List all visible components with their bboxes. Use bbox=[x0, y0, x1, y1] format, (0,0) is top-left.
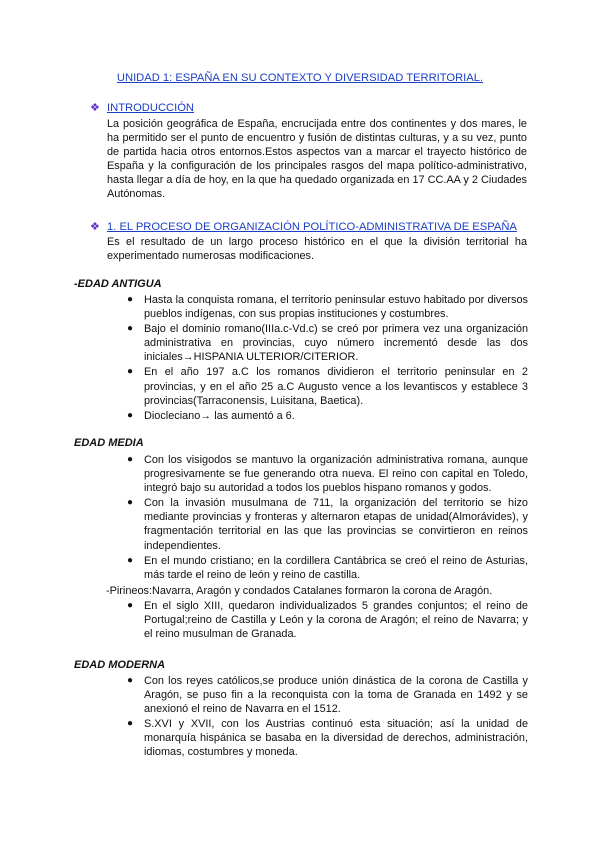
list-item: ● S.XVI y XVII, con los Austrias continuó esta situación; así la unidad de monarquía hispánica se basaba en la diversidad de derechos, administración, idiomas, costumbres y moneda. bbox=[127, 718, 528, 759]
section1-heading bbox=[90, 220, 517, 233]
edad-moderna-list bbox=[125, 674, 528, 761]
intro-heading-text: INTRODUCCIÓN bbox=[107, 102, 195, 114]
bullet-icon: ● bbox=[127, 675, 134, 686]
bullet-icon: ● bbox=[127, 497, 134, 509]
list-item: ● En el año 197 a.C los romanos dividieron el territorio peninsular en 2 provincias, y en el año 25 a.C Augusto vence a los levantiscos y establece 3 provincias(Tarraconensis, Luisitana, Baetica). bbox=[127, 366, 528, 407]
list-item: ● Bajo el dominio romano(IIIa.c-Vd.c) se creó por primera vez una organización administrativa en provincias, cuyo número incrementó desde las dos iniciales→HISPANIA ULTERIOR/CITERIOR. bbox=[127, 323, 528, 364]
bullet-icon: ● bbox=[127, 718, 134, 730]
list-item: ● Con los visigodos se mantuvo la organización administrativa romana, aunque progresivamente se fue generando otra nueva. El reino con capital en Toledo, integró bajo su autoridad a todos los pueblos hispano romanos y godos. bbox=[127, 454, 528, 495]
list-item: ● Hasta la conquista romana, el territorio peninsular estuvo habitado por diversos pueblos indígenas, con sus propias instituciones y costumbres. bbox=[127, 294, 528, 321]
edad-media-heading: EDAD MEDIA bbox=[74, 437, 144, 449]
section1-heading-text: 1. EL PROCESO DE ORGANIZACIÓN POLÍTICO-ADMINISTRATIVA DE ESPAÑA bbox=[107, 221, 517, 233]
intro-heading bbox=[90, 101, 194, 114]
edad-antigua-list bbox=[125, 293, 528, 424]
list-item: ● En el mundo cristiano; en la cordillera Cantábrica se creó el reino de Asturias, más tarde el reino de león y reino de castilla. bbox=[127, 554, 528, 581]
edad-antigua-heading: -EDAD ANTIGUA bbox=[74, 278, 162, 290]
bullet-icon: ● bbox=[127, 554, 134, 566]
list-item: ● Con la invasión musulmana de 711, la organización del territorio se hizo mediante provincias y fronteras y alternaron etapas de unidad(Almorávides), y fragmentación territorial en las que las provincias se convirtieron en reinos independientes. bbox=[127, 497, 528, 552]
intro-paragraph: La posición geográfica de España, encrucijada entre dos continentes y dos mares, le ha permitido ser el punto de encuentro y fusión de distintas culturas, y a su vez, punto de partida hacia otros entornos.Estos aspectos van a marcar el trayecto histórico de España y la configuración de los principales rasgos del mapa político-administrativo, hasta llegar a día de hoy, en la que ha quedado organizada en 17 CC.AA y 2 Ciudades Autónomas. bbox=[107, 118, 527, 201]
section1-paragraph: Es el resultado de un largo proceso histórico en el que la división territorial ha experimentado numerosas modificaciones. bbox=[107, 236, 527, 263]
list-item: ● Con los reyes católicos,se produce unión dinástica de la corona de Castilla y Aragón, se puso fin a la reconquista con la toma de Granada en 1492 y se anexionó el reino de Navarra en el 1512. bbox=[127, 675, 528, 716]
bullet-icon: ● bbox=[127, 454, 134, 465]
list-item: ● En el siglo XIII, quedaron individualizados 5 grandes conjuntos; el reino de Portugal;reino de Castilla y León y la corona de Aragón; el reino de Navarra; y el reino musulman de Granada. bbox=[127, 600, 528, 641]
edad-media-list-2 bbox=[125, 599, 528, 642]
edad-moderna-heading: EDAD MODERNA bbox=[74, 659, 166, 671]
list-item: ● Diocleciano→ las aumentó a 6. bbox=[127, 409, 295, 422]
bullet-icon: ● bbox=[127, 366, 134, 378]
bullet-icon: ● bbox=[127, 409, 134, 421]
pirineos-note: -Pirineos:Navarra, Aragón y condados Catalanes formaron la corona de Aragón. bbox=[106, 585, 493, 597]
edad-media-list bbox=[125, 453, 528, 583]
diamond-bullet-icon: ❖ bbox=[90, 102, 100, 114]
diamond-bullet-icon: ❖ bbox=[90, 221, 100, 233]
bullet-icon: ● bbox=[127, 600, 134, 611]
page-title: UNIDAD 1: ESPAÑA EN SU CONTEXTO Y DIVERSIDAD TERRITORIAL. bbox=[116, 72, 484, 84]
bullet-icon: ● bbox=[127, 294, 134, 305]
bullet-icon: ● bbox=[127, 323, 134, 335]
